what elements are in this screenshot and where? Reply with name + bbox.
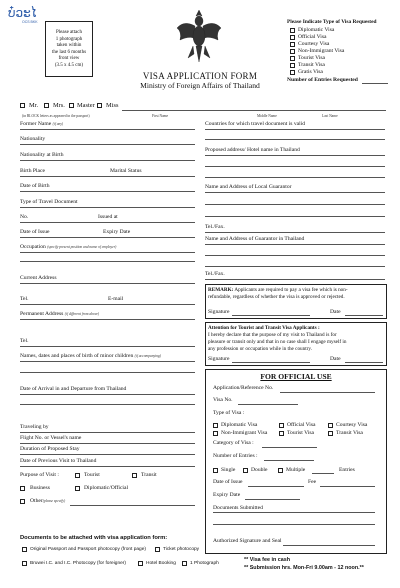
arrival-label: Date of Arrival in and Departure from Thailand	[20, 386, 127, 392]
birth-place-field[interactable]	[20, 176, 195, 177]
former-name-field[interactable]	[20, 129, 195, 130]
proposed-address-label: Proposed address/ Hotel name in Thailand	[205, 147, 300, 153]
proposed-address-field-2[interactable]	[205, 166, 385, 167]
traveling-by-field[interactable]	[20, 432, 195, 433]
occupation-field-2[interactable]	[20, 261, 195, 262]
dob-label: Date of Birth	[20, 183, 50, 189]
official-checkbox-diplomatic[interactable]	[213, 423, 218, 428]
minor-children-field[interactable]	[20, 361, 195, 362]
entry-option-label: Entries	[339, 467, 355, 473]
attention-signature-field[interactable]	[232, 362, 310, 363]
countries-field-2[interactable]	[205, 139, 385, 140]
official-visa-option: Courtesy Visa	[336, 422, 368, 428]
doc-item-label: Original Passport and Passport photocopy (front page)	[30, 547, 146, 552]
middle-name-caption: Middle Name	[257, 114, 277, 118]
purpose-checkbox-business[interactable]	[20, 486, 25, 491]
guarantor-thailand-field-3[interactable]	[205, 266, 385, 267]
prev-visit-field[interactable]	[20, 466, 195, 467]
official-checkbox-official[interactable]	[279, 423, 284, 428]
guarantor-thailand-label: Name and Address of Guarantor in Thailand	[205, 236, 305, 242]
date-issue-field[interactable]	[20, 237, 195, 238]
duration-field[interactable]	[20, 454, 195, 455]
doc-item-label: Bruwei I.C. and I.C. Photocopy (for foreigner)	[30, 561, 126, 566]
official-visa-option: Non-Immigrant Visa	[221, 430, 268, 436]
proposed-address-field[interactable]	[205, 155, 385, 156]
submission-hours-note: ** Submission hrs. Mon-Fri 9.00am - 12 noon.**	[244, 565, 364, 571]
visa-type-checkbox-courtesy[interactable]	[290, 42, 295, 47]
visa-type-checkbox-non-immigrant[interactable]	[290, 49, 295, 54]
remark-text-1: REMARK: Applicants are required to pay a visa fee which is non-	[208, 287, 348, 293]
title-label: Miss	[106, 102, 119, 109]
official-visa-option: Tourist Visa	[287, 430, 314, 436]
documents-submitted-label: Documents Submitted	[213, 505, 263, 511]
purpose-checkbox-transit[interactable]	[132, 473, 137, 478]
entry-option-label: Double	[251, 467, 268, 473]
title-label: Master	[77, 102, 95, 109]
email-label: E-mail	[108, 296, 124, 302]
official-visa-option: Official Visa	[287, 422, 316, 428]
arrival-field[interactable]	[20, 394, 195, 395]
photo-instructions: Please attach 1 photograph taken within the last 6 months front view (3.5 x 4.5 cm)	[51, 30, 87, 68]
attention-line-3: any profession or occupation while in the country.	[208, 346, 312, 352]
official-visa-option: Transit Visa	[336, 430, 363, 436]
countries-label: Countries for which travel document is valid	[205, 121, 306, 127]
doc-no-field[interactable]	[20, 222, 195, 223]
attention-signature-label: Signature	[208, 356, 230, 362]
minor-children-label: Names, dates and places of birth of minor children (if accompanying)	[20, 353, 161, 359]
auth-signature-field[interactable]	[283, 545, 375, 546]
type-of-visa-label: Type of Visa :	[213, 410, 245, 416]
attention-title: Attention for Tourist and Transit Visa Applicants :	[208, 325, 320, 331]
auth-signature-label: Authorized Signature and Seal	[213, 538, 282, 544]
name-field[interactable]	[122, 110, 386, 111]
entry-checkbox-double[interactable]	[243, 468, 248, 473]
permanent-address-field[interactable]	[20, 319, 195, 320]
visa-type-label: Transit Visa	[298, 62, 325, 68]
official-expiry-field[interactable]	[245, 499, 300, 500]
logo	[8, 6, 38, 28]
doc-checkbox-ic[interactable]	[22, 561, 27, 566]
dob-field[interactable]	[20, 191, 195, 192]
former-name-label: Former Name (if any)	[20, 121, 64, 127]
doc-checkbox-photo[interactable]	[182, 561, 187, 566]
local-guarantor-field-2[interactable]	[205, 204, 385, 205]
category-field[interactable]	[262, 447, 317, 448]
permanent-address-label: Permanent Address (if different from above)	[20, 311, 100, 317]
purpose-label: Purpose of Visit :	[20, 472, 59, 478]
purpose-option-label: Tourist	[84, 472, 100, 478]
title-checkbox-mrs[interactable]	[44, 103, 49, 108]
entry-option-label: Multiple	[286, 467, 306, 473]
first-name-caption: First Name	[152, 114, 169, 118]
entries-label: Number of Entries :	[213, 453, 258, 459]
travel-doc-label: Type of Travel Document	[20, 199, 78, 205]
visa-type-label: Official Visa	[298, 34, 327, 40]
issued-at-label: Issued at	[98, 214, 118, 220]
official-use-title: FOR OFFICIAL USE	[260, 372, 332, 381]
local-guarantor-field-3[interactable]	[205, 216, 385, 217]
purpose-checkbox-other[interactable]	[20, 499, 25, 504]
garuda-emblem	[174, 6, 224, 66]
doc-checkbox-passport[interactable]	[22, 547, 27, 552]
documents-heading: Documents to be attached with visa application form:	[20, 535, 168, 541]
marital-status-label: Marital Status	[110, 168, 142, 174]
fee-label: Fee	[308, 479, 317, 485]
flight-no-label: Flight No. or Vessel's name	[20, 435, 82, 441]
documents-submitted-field[interactable]	[213, 512, 375, 513]
guarantor-thailand-field-2[interactable]	[205, 255, 385, 256]
app-ref-label: Application/Reference No.	[213, 385, 274, 391]
countries-field[interactable]	[205, 129, 385, 130]
documents-submitted-field-2[interactable]	[213, 524, 375, 525]
current-address-field[interactable]	[20, 283, 195, 284]
doc-checkbox-hotel[interactable]	[138, 561, 143, 566]
visa-type-checkbox-transit[interactable]	[290, 63, 295, 68]
travel-doc-field[interactable]	[20, 207, 195, 208]
date-issue-label: Date of Issue	[20, 229, 50, 235]
flight-no-field[interactable]	[20, 443, 195, 444]
visa-no-field[interactable]	[238, 404, 298, 405]
visa-type-heading: Please Indicate Type of Visa Requested	[287, 19, 377, 25]
doc-checkbox-ticket[interactable]	[155, 547, 160, 552]
fee-field[interactable]	[320, 486, 375, 487]
tel2-field[interactable]	[20, 346, 195, 347]
remark-signature-field[interactable]	[232, 315, 310, 316]
remark-date-label: Date	[330, 309, 341, 315]
visa-type-checkbox-diplomatic[interactable]	[290, 28, 295, 33]
local-guarantor-label: Name and Address of Local Guarantor	[205, 184, 292, 190]
app-ref-field[interactable]	[280, 392, 375, 393]
logo-text: ບ໋ວະໄ	[8, 6, 37, 20]
official-checkbox-non-immigrant[interactable]	[213, 431, 218, 436]
fee-cash-note: ** Visa fee in cash	[244, 557, 291, 563]
doc-item-label: 1 Photograph	[190, 561, 219, 566]
tel-field[interactable]	[20, 304, 195, 305]
visa-type-label: Gratis Visa	[298, 69, 323, 75]
entry-checkbox-multiple[interactable]	[278, 468, 283, 473]
remark-date-field[interactable]	[345, 315, 383, 316]
purpose-option-label: Diplomatic/Official	[84, 485, 129, 491]
minor-children-field-2[interactable]	[20, 372, 195, 373]
form-subtitle: Ministry of Foreign Affairs of Thailand	[140, 81, 260, 90]
last-name-caption: Last Name	[322, 114, 338, 118]
doc-item-label: Hotel Booking	[146, 561, 176, 566]
title-checkbox-mr[interactable]	[20, 103, 25, 108]
remark-signature-label: Signature	[208, 309, 230, 315]
duration-label: Duration of Proposed Stay	[20, 446, 80, 452]
tel-fax2-field[interactable]	[205, 279, 385, 280]
entries-requested-label: Number of Entries Requested	[287, 77, 358, 83]
attention-date-field[interactable]	[345, 362, 383, 363]
remark-text-2: refundable, regardless of whether the visa is approved or rejected.	[208, 294, 345, 300]
category-label: Category of Visa :	[213, 440, 254, 446]
tel-fax1-label: Tel./Fax.	[205, 224, 225, 230]
official-checkbox-tourist[interactable]	[279, 431, 284, 436]
nationality-birth-label: Nationality at Birth	[20, 152, 64, 158]
entries-count-field[interactable]	[312, 473, 334, 474]
visa-type-label: Courtesy Visa	[298, 41, 330, 47]
occupation-label: Occupation (specify present position and name of employer)	[20, 244, 117, 250]
title-label: Mrs.	[53, 102, 65, 109]
traveling-by-label: Traveling by	[20, 424, 49, 430]
official-visa-option: Diplomatic Visa	[221, 422, 258, 428]
nationality-label: Nationality	[20, 136, 46, 142]
title-checkbox-miss[interactable]	[97, 103, 102, 108]
entry-checkbox-single[interactable]	[213, 468, 218, 473]
visa-type-checkbox-tourist[interactable]	[290, 56, 295, 61]
visa-type-label: Tourist Visa	[298, 55, 325, 61]
purpose-checkbox-tourist[interactable]	[75, 473, 80, 478]
doc-item-label: Ticket photocopy	[163, 547, 200, 552]
arrival-field-2[interactable]	[20, 404, 195, 405]
purpose-option-label: Transit	[141, 472, 157, 478]
local-guarantor-field[interactable]	[205, 192, 385, 193]
current-address-label: Current Address	[20, 275, 57, 281]
visa-type-label: Diplomatic Visa	[298, 27, 335, 33]
official-checkbox-courtesy[interactable]	[328, 423, 333, 428]
official-checkbox-transit[interactable]	[328, 431, 333, 436]
tel-fax2-label: Tel./Fax.	[205, 271, 225, 277]
nationality-field[interactable]	[20, 144, 195, 145]
doc-no-label: No.	[20, 214, 29, 220]
title-checkbox-master[interactable]	[69, 103, 74, 108]
purpose-option-label: Business	[30, 485, 50, 491]
guarantor-thailand-field[interactable]	[205, 244, 385, 245]
occupation-field[interactable]	[20, 252, 195, 253]
official-date-issue-label: Date of Issue	[213, 479, 243, 485]
attention-line-2: pleasure or transit only and that in no case shall I engage myself in	[208, 339, 347, 345]
purpose-other-field[interactable]	[70, 505, 195, 506]
tel-fax1-field[interactable]	[205, 232, 385, 233]
tel-label: Tel.	[20, 296, 29, 302]
attention-line-1: I hereby declare that the purpose of my visit to Thailand is for	[208, 332, 337, 338]
official-date-issue-field[interactable]	[248, 486, 304, 487]
purpose-other-label: Other(please specify)	[30, 498, 66, 504]
official-expiry-label: Expiry Date	[213, 492, 241, 498]
title-label: Mr.	[29, 102, 39, 109]
form-title: VISA APPLICATION FORM	[142, 71, 258, 81]
name-note: (in BLOCK letters as appeared in the passport)	[22, 114, 90, 118]
visa-type-label: Non-Immigrant Visa	[298, 48, 345, 54]
entries-field[interactable]	[264, 460, 314, 461]
visa-type-checkbox-official[interactable]	[290, 35, 295, 40]
visa-no-label: Visa No.	[213, 397, 233, 403]
logo-subtext: OCS BKK	[22, 20, 38, 24]
expiry-label: Expiry Date	[103, 229, 131, 235]
purpose-checkbox-diplomatic[interactable]	[75, 486, 80, 491]
tel2-label: Tel.	[20, 338, 29, 344]
attention-date-label: Date	[330, 356, 341, 362]
nationality-birth-field[interactable]	[20, 160, 195, 161]
birth-place-label: Birth Place	[20, 168, 46, 174]
entry-option-label: Single	[221, 467, 236, 473]
proposed-address-field-3[interactable]	[205, 177, 385, 178]
prev-visit-label: Date of Previous Visit to Thailand	[20, 458, 97, 464]
